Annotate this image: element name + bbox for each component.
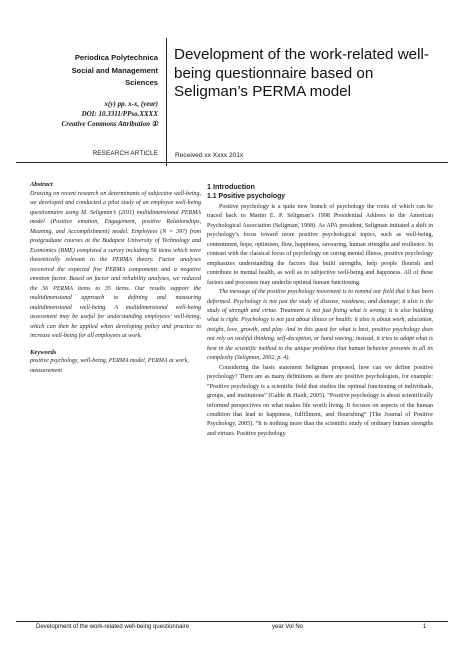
journal-line: Social and Management bbox=[71, 65, 158, 75]
header-rule bbox=[16, 162, 448, 163]
body-paragraph: Considering the basic statement Seligman proposed, how can we define positive psychology? There are as many definitions as there are positive psychologists, for example: “Positive psychology is a scientific field that studies the optimal functioning of individuals, groups, and institutions” (Gable & Haidt, 2005). “Positive psychology is about scientifically informed perspectives on what makes life worth living. It focuses on aspects of the human condition that lead to happiness, fulfillment, and flourishing” (The Journal of Positive Psychology, 2005). “It is nothing more than the scientific study of ordinary human strengths and virtues. Positive psychology bbox=[207, 364, 433, 437]
keywords-heading: Keywords bbox=[30, 348, 57, 356]
license: Creative Commons Attribution ① bbox=[61, 119, 158, 128]
paper-title: Development of the work-related well-being questionnaire based on Seligman’s PERMA model bbox=[174, 46, 429, 101]
doi: DOI: 10.3311/PPso.XXXX bbox=[81, 109, 158, 118]
article-type: RESEARCH ARTICLE bbox=[92, 150, 158, 157]
body-paragraph: Positive psychology is a quite new branch of psychology the roots of which can be traced back to Martin E. P. Seligman’s 1998 Presidential Address to the American Psychological Association (Seligman, 1998). As APA president, Seligman initiated a shift in psychology’s focus toward more positive psychological topics, such as well-being, contentment, hope, optimism, flow, happiness, savouring, human strengths and resilience. In contrast with the classical focus of psychology on curing mental illness, positive psychology emphasizes understanding the factors that build strengths, help people flourish and contribute to mental health, as well as to subjective well-being and happiness. All of these factors and processes may underlie optimal human functioning. bbox=[207, 204, 433, 286]
subsection-heading: 1.1 Positive psychology bbox=[207, 193, 286, 200]
section-heading: 1 Introduction bbox=[207, 182, 255, 191]
keywords-text: positive psychology, well-being, PERMA model, PERMA at work, measurement bbox=[30, 358, 189, 374]
abstract-heading: Abstract bbox=[30, 181, 53, 188]
abstract-column bbox=[30, 180, 201, 376]
page-number: 1 bbox=[423, 624, 427, 630]
journal-line: Periodica Polytechnica bbox=[74, 53, 158, 62]
journal-line: Sciences bbox=[125, 78, 158, 87]
volume-info: year Vol No bbox=[272, 624, 304, 630]
abstract-text: Drawing on recent research on determinants of subjective well-being, we developed and conducted a pilot study of an employee well-being questionnaire using M. Seligman’s (2011) multidimensional PERMA model (Positive emotion, Engagement, positive Relationships, Meaning, and Accomplishment) model. Employees (N = 397) from postgraduate courses at the Budapest University of Technology and Economics (BME) completed a survey including 56 items which were theoretically relevant to the PERMA theory. Factor analyses recovered the expected five PERMA components and a negative emotion factor. Based on factor and reliability analyses, we reduced the 56 PERMA items to 35 items. Our results support the multidimensional approach to defining and measuring multidimensional well-being. A multidimensional well-being assessment may be useful for understanding employees’ well-being, which can then be applied when developing policy and practice to increase well-being for all employees at work. bbox=[30, 190, 201, 339]
footer-rule bbox=[16, 621, 448, 622]
header-divider bbox=[166, 38, 167, 166]
running-title: Development of the work-related well-being questionnaire bbox=[36, 624, 190, 630]
received-date: Received xx Xxxx 201x bbox=[175, 152, 244, 159]
article-meta bbox=[18, 100, 158, 129]
journal-name bbox=[18, 52, 158, 90]
body-column bbox=[207, 182, 433, 439]
pages-info: x(y) pp. x-x, (year) bbox=[104, 100, 158, 108]
block-quote: The message of the positive psychology movement is to remind our field that it has been deformed. Psychology is not just the study of disease, weakness, and damage; it also is the study of strength and virtue. Treatment is not just fixing what is wrong; it is also building what is right. Psychology is not just about illness or health; it also is about work, education, insight, love, growth, and play. And in this quest for what is best, positive psychology does not rely on wishful thinking, self-deception, or hand waving; instead, it tries to adapt what is best in the scientific method to the unique problems that human behavior presents in all its complexity (Seligman, 2002, p. 4). bbox=[207, 289, 433, 362]
